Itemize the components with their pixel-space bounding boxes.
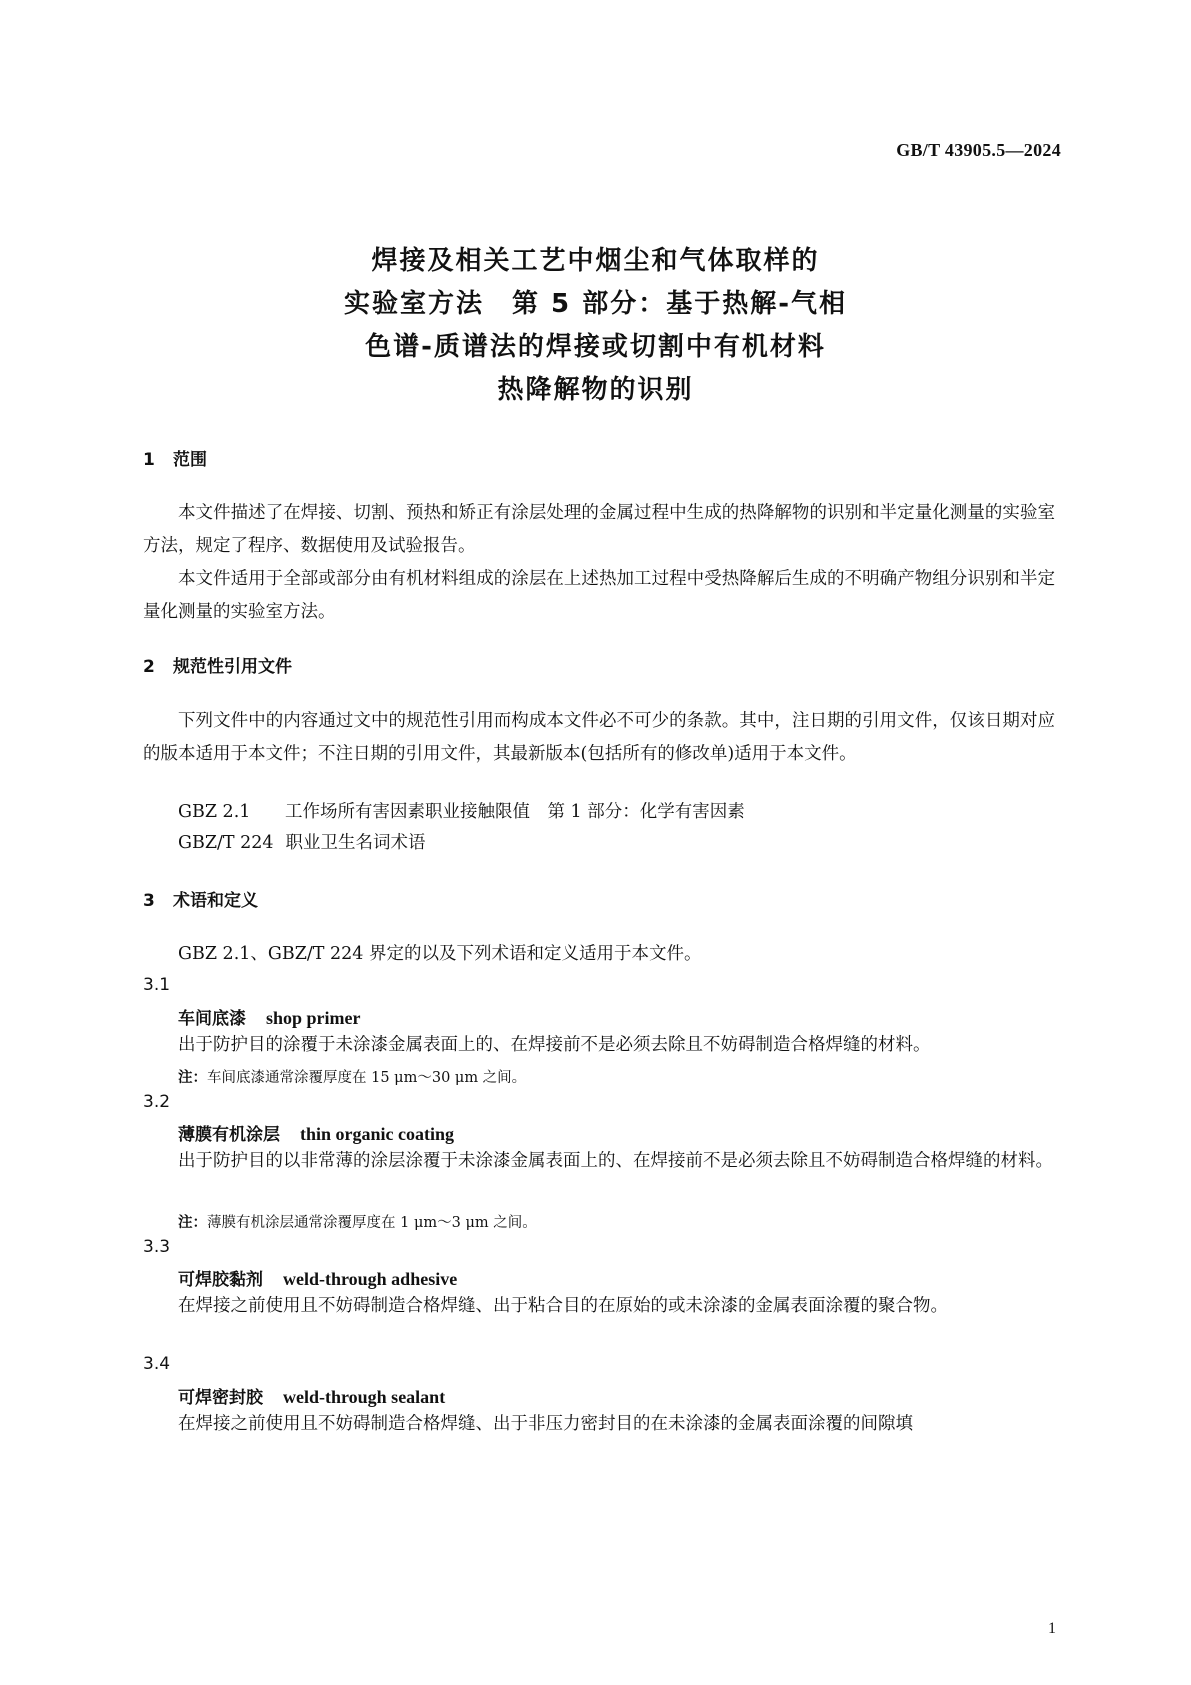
section-number: 1 <box>143 450 155 470</box>
standard-code: GB/T 43905.5—2024 <box>896 140 1061 160</box>
section-heading-terms <box>143 886 258 911</box>
paragraph: GBZ 2.1、GBZ/T 224 界定的以及下列术语和定义适用于本文件。 <box>178 944 702 964</box>
term-definition: 在焊接之前使用且不妨碍制造合格焊缝、出于非压力密封目的在未涂漆的金属表面涂覆的间隙填 <box>178 1414 913 1434</box>
term-definition: 出于防护目的以非常薄的涂层涂覆于未涂漆金属表面上的、在焊接前不是必须去除且不妨碍制造合格焊缝的材料。 <box>178 1151 1053 1171</box>
term-zh: 车间底漆 <box>178 1009 246 1029</box>
note-text: 薄膜有机涂层通常涂覆厚度在 1 μm～3 μm 之间。 <box>207 1215 537 1231</box>
term-en: weld-through adhesive <box>283 1269 458 1289</box>
term-entry <box>178 1120 454 1145</box>
term-number: 3.1 <box>143 975 171 995</box>
term-entry <box>178 1383 445 1408</box>
reference-item <box>178 798 745 823</box>
title-line: 实验室方法 第 5 部分：基于热解-气相 <box>344 289 847 319</box>
term-number: 3.4 <box>143 1354 171 1374</box>
term-zh: 可焊密封胶 <box>178 1388 263 1408</box>
term-definition: 出于防护目的涂覆于未涂漆金属表面上的、在焊接前不是必须去除且不妨碍制造合格焊缝的材料。 <box>178 1035 931 1055</box>
term-note <box>178 1211 537 1232</box>
title-line: 焊接及相关工艺中烟尘和气体取样的 <box>371 246 820 276</box>
note-label: 注： <box>178 1215 207 1231</box>
paragraph: 下列文件中的内容通过文中的规范性引用而构成本文件必不可少的条款。其中，注日期的引用文件，仅该日期对应的版本适用于本文件；不注日期的引用文件，其最新版本(包括所有的修改单)适用于本文件。 <box>143 711 1055 764</box>
term-en: weld-through sealant <box>283 1387 446 1407</box>
reference-title: 职业卫生名词术语 <box>285 833 426 853</box>
section-number: 3 <box>143 891 155 911</box>
page-number: 1 <box>1048 1620 1056 1637</box>
reference-code: GBZ/T 224 <box>178 833 274 853</box>
term-en: shop primer <box>266 1008 361 1028</box>
section-title: 术语和定义 <box>173 891 258 911</box>
section-number: 2 <box>143 657 155 677</box>
reference-item <box>178 829 426 854</box>
term-entry <box>178 1004 361 1029</box>
term-note <box>178 1066 526 1087</box>
term-definition: 在焊接之前使用且不妨碍制造合格焊缝、出于粘合目的在原始的或未涂漆的金属表面涂覆的聚合物。 <box>178 1296 948 1316</box>
title-line: 色谱-质谱法的焊接或切割中有机材料 <box>365 332 826 362</box>
term-zh: 薄膜有机涂层 <box>178 1125 280 1145</box>
term-number: 3.3 <box>143 1237 171 1257</box>
section-title: 范围 <box>173 450 207 470</box>
reference-code: GBZ 2.1 <box>178 802 251 822</box>
reference-title: 工作场所有害因素职业接触限值 第 1 部分：化学有害因素 <box>285 802 745 822</box>
term-number: 3.2 <box>143 1092 171 1112</box>
section-heading-normative-references <box>143 652 292 677</box>
term-entry <box>178 1265 457 1290</box>
term-en: thin organic coating <box>300 1124 455 1144</box>
paragraph: 本文件描述了在焊接、切割、预热和矫正有涂层处理的金属过程中生成的热降解物的识别和半定量化测量的实验室方法，规定了程序、数据使用及试验报告。 <box>143 503 1055 556</box>
note-text: 车间底漆通常涂覆厚度在 15 μm～30 μm 之间。 <box>207 1070 527 1086</box>
term-zh: 可焊胶黏剂 <box>178 1270 263 1290</box>
document-title <box>0 240 1191 412</box>
title-line: 热降解物的识别 <box>497 375 694 405</box>
section-title: 规范性引用文件 <box>173 657 292 677</box>
paragraph: 本文件适用于全部或部分由有机材料组成的涂层在上述热加工过程中受热降解后生成的不明确产物组分识别和半定量化测量的实验室方法。 <box>143 569 1055 622</box>
note-label: 注： <box>178 1070 207 1086</box>
section-heading-scope <box>143 445 207 470</box>
